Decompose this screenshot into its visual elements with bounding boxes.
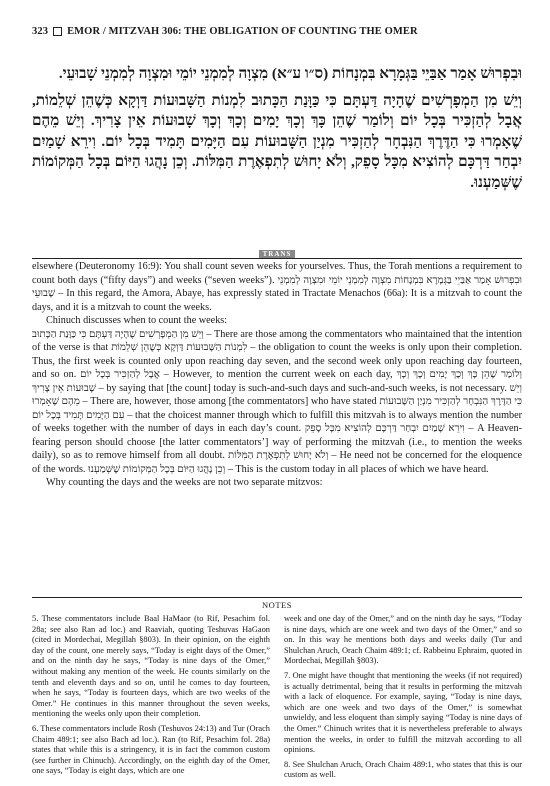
notes-column-left bbox=[32, 614, 270, 785]
english-paragraph-2: Chinuch discusses when to count the weeks: bbox=[46, 315, 228, 326]
note-5: 5. These commentators include Baal HaMaor (to Rif, Pesachim fol. 28a; see also Ran ad loc.) and Raaviah, quoting Teshuvas HaGaon (cited in Mordechai, Megillah §803). In their opinion, on the eighth day of the count, one merely says, “Today is eight days of the Omer,” and on the ninth day he says, “Today is nine days of the Omer,” without making any mention of the week. He counts similarly on the tenth and eleventh days and so on, until he comes to day fourteen, when he says, “Today is fourteen days, which are two weeks of the Omer.” He continues in this manner throughout the seven weeks, mentioning the weeks only upon their completion. bbox=[32, 614, 270, 719]
notes-section bbox=[32, 614, 522, 785]
note-8: 8. See Shulchan Aruch, Orach Chaim 489:1, who states that this is our custom as well. bbox=[284, 759, 522, 780]
square-bullet-icon bbox=[53, 27, 62, 36]
hebrew-paragraph-1: וּבִפְרוּשׁ אָמַר אַבַּיֵי בַּגְּמָרָא בִּמְנָחוֹת (ס״ו ע״א) מִצְוָה לְמִמְנֵי יוֹמֵי וּמִצְוָה לְמִמְנֵי שָׁבוּעֵי. bbox=[58, 65, 522, 82]
note-6: 6. These commentators include Rosh (Teshuvos 24:13) and Tur (Orach Chaim 489:1; see also Bach ad loc.). Ran (to Rif, Pesachim fol. 28a) states that while this is a stringency, it is in fact the common custom (see further in Chinuch). Accordingly, on the eighth day of the Omer, one says, “Today is eight days, which are one bbox=[32, 723, 270, 776]
divider-rule bbox=[32, 258, 522, 259]
hebrew-text bbox=[32, 64, 522, 199]
english-paragraph-3: וְיֵשׁ מִן הַמְפָרְשִׁים שֶׁהָיָה דַּעְתָּם כִּי כַּוָּנַת הַכָּתוּב – There are those among the commentators who maintained that the intention of the verse is that לִמְנוֹת הַשָּׁבוּעוֹת דַּוְקָא כְּשֶׁהֵן שְׁלֵמוֹת – the obligation to count the weeks is only upon their completion. Thus, the first week is counted only upon reaching day seven, and the second week only upon reaching day fourteen, and so on. אֲבָל לְהַזְכִּיר בְּכָל יוֹם – However, to mention the current week on each day, וְלוֹמַר שֶׁהֵן כָּךְ וְכָךְ יָמִים וְכָךְ וְכָךְ שָׁבוּעוֹת אֵין צָרִיךְ – by saying that [the count] today is such-and-such days and such-and-such weeks, is not necessary. וְיֵשׁ מֵהֶם שֶׁאָמְרוּ – There are, however, those among [the commentators] who have stated כִּי הַדֶּרֶךְ הַנִּבְחָר לְהַזְכִּיר מִנְיַן הַשָּׁבוּעוֹת עִם הַיָּמִים תָּמִיד בְּכָל יוֹם – that the choicest manner through which to fulfill this mitzvah is to always mention the number of weeks together with the number of days in each day’s count. וִירֵא שָׁמַיִם יִבְחַר דַּרְכָּם לְהוֹצִיא מִכָּל סָפֵק – A Heaven-fearing person should choose [the latter commentators’] way of performing the mitzvah (i.e., to mention the weeks daily), so as to remove himself from all doubt. וְלֹא יָחוּשׁ לְתִפְאֶרֶת הַמִּלּוֹת – He need not be concerned for the eloquence of the words. וְכֵן נָהֲגוּ הַיּוֹם בְּכָל הַמְּקוֹמוֹת שֶׁשְּׁמַעְנוּ – This is the custom today in all places of which we have heard. bbox=[32, 328, 523, 475]
header-title: EMOR / MITZVAH 306: THE OBLIGATION OF COUNTING THE OMER bbox=[67, 26, 418, 37]
note-7: 7. One might have thought that mentioning the weeks (if not required) is actually detrimental, being that it results in performing the mitzvah with a lack of eloquence. For example, saying, “Today is nine days, which are one week and two days of the Omer,” is somewhat unwieldy, and less eloquent than simply saying “Today is nine days of the Omer.” Chinuch writes that it is nevertheless preferable to always mention the weeks, in order to fulfill the mitzvah according to all opinions. bbox=[284, 670, 522, 755]
notes-column-right bbox=[284, 614, 522, 785]
page-number: 323 bbox=[32, 26, 49, 37]
english-paragraph-1: elsewhere (Deuteronomy 16:9): You shall count seven weeks for yourselves. Thus, the Torah mentions a requirement to count both days (“fifty days”) and weeks (“seven weeks”). וּבִפְרוּשׁ אָמַר אַבַּיֵי בַּגְּמָרָא בִּמְנָחוֹת מִצְוָה לְמִמְנֵי יוֹמֵי וּמִצְוָה לְמִמְנֵי שָׁבוּעֵי – In this regard, the Amora, Abaye, has expressly stated in Tractate Menachos (66a): It is a mitzvah to count the days, and it is a mitzvah to count the weeks. bbox=[32, 261, 522, 313]
trans-label: TRANS bbox=[259, 250, 296, 259]
english-translation bbox=[32, 260, 522, 490]
notes-rule bbox=[32, 597, 522, 598]
notes-heading: NOTES bbox=[262, 600, 292, 610]
running-header bbox=[32, 26, 522, 37]
english-paragraph-4: Why counting the days and the weeks are not two separate mitzvos: bbox=[46, 477, 323, 488]
note-6-continued: week and one day of the Omer,” and on the ninth day he says, “Today is nine days, which are one week and two days of the Omer,” and so on. In this way he mentions both days and weeks daily (Tur and Shulchan Aruch, Orach Chaim 489:1; cf. Rabbeinu Ephraim, quoted in Mordechai, Megillah §803). bbox=[284, 614, 522, 666]
hebrew-paragraph-2: וְיֵשׁ מִן הַמְפָרְשִׁים שֶׁהָיָה דַּעְתָּם כִּי כַּוָּנַת הַכָּתוּב לִמְנוֹת הַשָּׁבוּעוֹת דַּוְקָא כְּשֶׁהֵן שְׁלֵמוֹת, אֲבָל לְהַזְכִּיר בְּכָל יוֹם וְלוֹמַר שֶׁהֵן כָּךְ וְכָךְ יָמִים וְכָךְ וְכָךְ שָׁבוּעוֹת אֵין צָרִיךְ. וְיֵשׁ מֵהֶם שֶׁאָמְרוּ כִּי הַדֶּרֶךְ הַנִּבְחָר לְהַזְכִּיר מִנְיַן הַשָּׁבוּעוֹת עִם הַיָּמִים תָּמִיד בְּכָל יוֹם. וִירֵא שָׁמַיִם יִבְחַר דַּרְכָּם לְהוֹצִיא מִכָּל סָפֵק, וְלֹא יָחוּשׁ לְתִפְאֶרֶת הַמִּלּוֹת. וְכֵן נָהֲגוּ הַיּוֹם בְּכָל הַמְּקוֹמוֹת שֶׁשְּׁמַעְנוּ. bbox=[32, 91, 522, 191]
